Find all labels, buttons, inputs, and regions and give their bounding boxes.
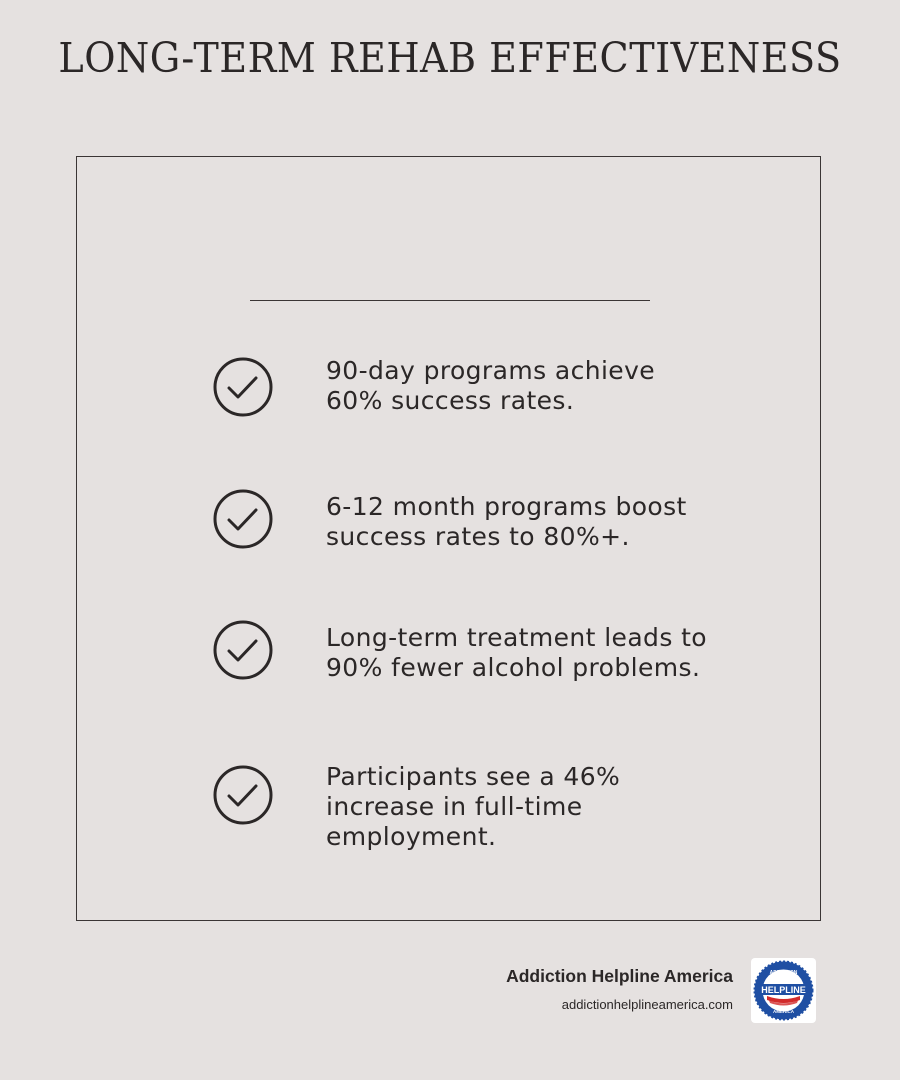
item-text: 6-12 month programs boost success rates to 80%+. [326,492,687,551]
page-title: LONG-TERM REHAB EFFECTIVENESS [58,34,842,82]
helpline-america-seal-icon [751,958,816,1023]
item-text: 90-day programs achieve 60% success rates. [326,356,656,415]
logo-top-text: ADDICTION [769,970,798,976]
check-circle-icon [212,764,274,826]
brand-name: Addiction Helpline America [506,966,733,986]
check-circle-icon [212,356,274,418]
logo-bottom-text: AMERICA [773,1009,794,1014]
brand-url[interactable]: addictionhelplineamerica.com [561,997,733,1012]
logo-banner-text: HELPLINE [761,985,806,995]
check-circle-icon [212,488,274,550]
item-text: Participants see a 46% increase in full-time employment. [326,762,621,851]
check-circle-icon [212,619,274,681]
item-text: Long-term treatment leads to 90% fewer alcohol problems. [326,623,707,682]
divider-line [250,300,650,301]
